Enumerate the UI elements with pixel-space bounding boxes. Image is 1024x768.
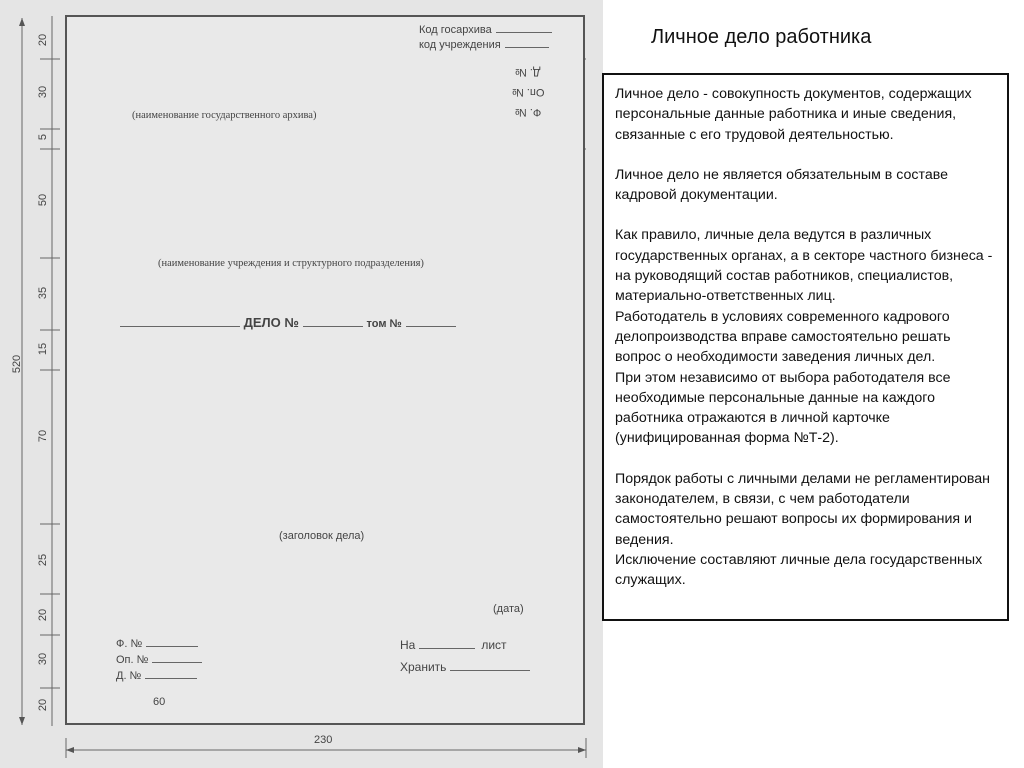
dim-total-height: 520 xyxy=(11,354,24,374)
paragraph: При этом независимо от выбора работодателя все необходимые персональные данные на каждого работника отражаются в личной карточке (унифицированная форма №Т-2). xyxy=(615,369,951,447)
code-institution-label: код учреждения xyxy=(419,38,549,51)
stamp-delo-no: Д. № xyxy=(116,669,197,682)
dim-label: 25 xyxy=(37,553,50,567)
dim-label: 70 xyxy=(37,429,50,443)
paragraph: Работодатель в условиях современного кадрового делопроизводства вправе самостоятельно решать вопрос о необходимости заведения личных дел. xyxy=(615,308,951,366)
code-archive-label: Код госархива xyxy=(419,23,552,36)
flipped-delo-no: Д. № xyxy=(515,66,541,78)
dim-label: 20 xyxy=(37,608,50,622)
sheets-line: На лист xyxy=(400,638,507,652)
institution-name-caption: (наименование учреждения и структурного подразделения) xyxy=(158,258,424,269)
dim-stamp-width: 60 xyxy=(153,696,166,708)
stamp-fond-no: Ф. № xyxy=(116,637,198,650)
dim-label: 50 xyxy=(37,193,50,207)
dim-label: 20 xyxy=(37,33,50,47)
page-title: Личное дело работника xyxy=(651,26,872,48)
stamp-opis-no: Оп. № xyxy=(116,653,202,666)
date-caption: (дата) xyxy=(493,603,524,615)
dim-label: 30 xyxy=(37,652,50,666)
keep-line: Хранить xyxy=(400,660,530,674)
dim-label: 15 xyxy=(37,342,50,356)
dim-label: 30 xyxy=(37,85,50,99)
dim-total-width: 230 xyxy=(314,734,333,746)
form-sheet-border xyxy=(65,15,585,725)
flipped-opis-no: Оп. № xyxy=(512,86,545,98)
flipped-fond-no: Ф. № xyxy=(515,106,542,118)
dim-label: 20 xyxy=(37,698,50,712)
paragraph: Личное дело - совокупность документов, содержащих персональные данные работника и иные сведения, связанные с его трудовой деятельностью. xyxy=(615,86,972,143)
dim-label: 5 xyxy=(37,133,50,141)
case-number-line: ДЕЛО № том № xyxy=(120,315,456,330)
paragraph: Личное дело не является обязательным в составе кадровой документации. xyxy=(615,166,948,204)
case-heading-caption: (заголовок дела) xyxy=(279,530,365,542)
paragraph: Порядок работы с личными делами не регламентирован законодателем, в связи, с чем работодатели самостоятельно решают вопросы их формирования и ведения. xyxy=(615,470,990,548)
archive-name-caption: (наименование государственного архива) xyxy=(132,110,317,121)
dim-label: 35 xyxy=(37,286,50,300)
paragraph: Как правило, личные дела ведутся в различных государственных органах, а в секторе частного бизнеса - на руководящий состав работников, специалистов, материально-ответственных лиц. xyxy=(615,227,993,305)
description-box xyxy=(602,73,1009,621)
paragraph: Исключение составляют личные дела государственных служащих. xyxy=(615,551,983,589)
